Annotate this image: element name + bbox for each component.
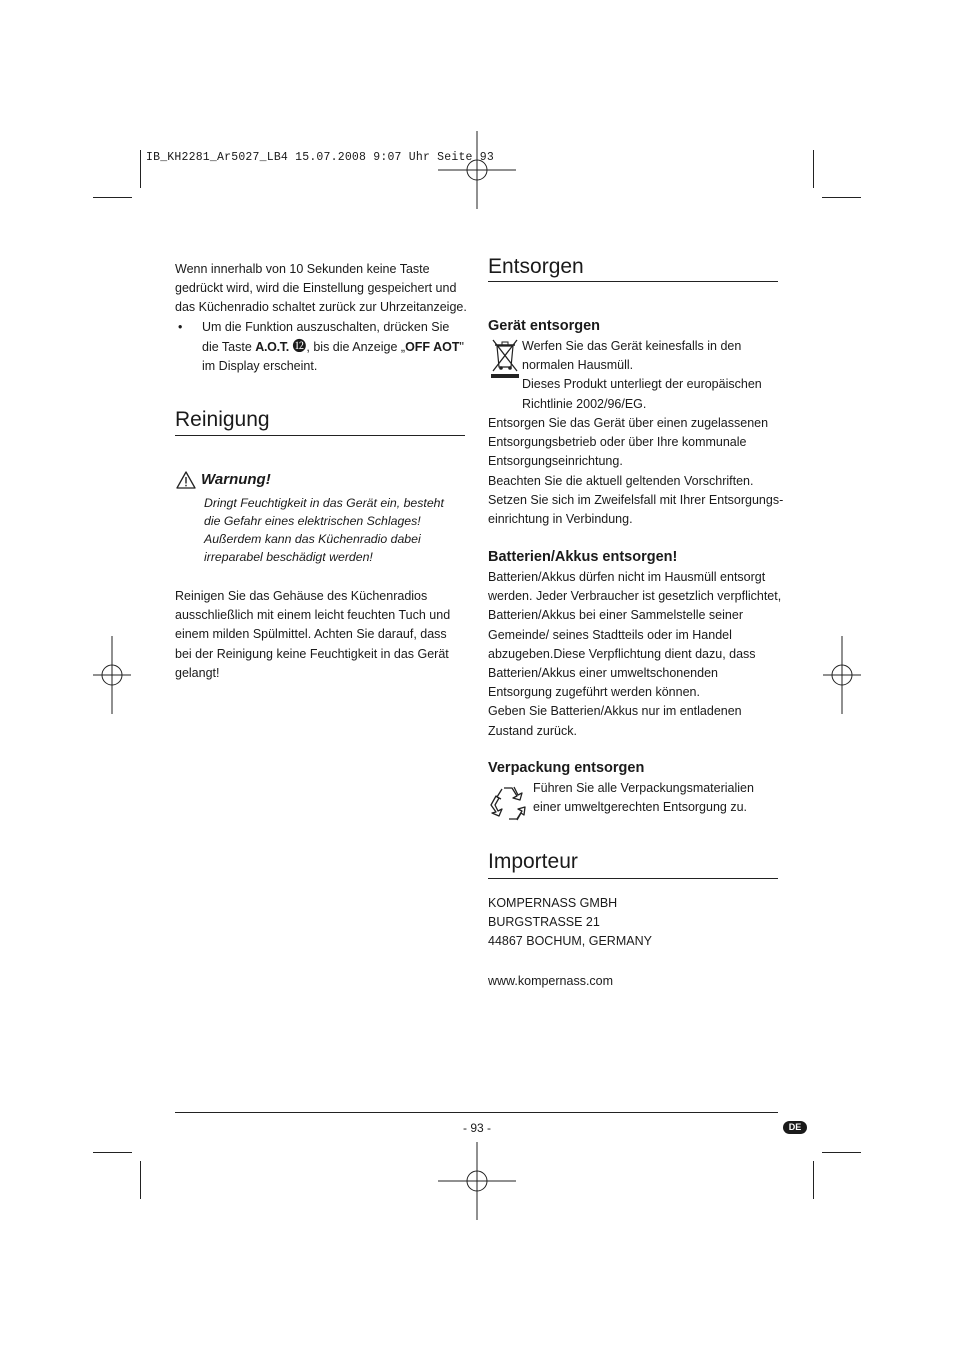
text-line: einrichtung in Verbindung. bbox=[488, 512, 633, 527]
importer-address bbox=[488, 894, 783, 952]
crop-mark bbox=[813, 1161, 814, 1199]
section-title-entsorgen: Entsorgen bbox=[488, 255, 584, 278]
text-line: einem milden Spülmittel. Achten Sie darauf, dass bbox=[175, 627, 447, 642]
text-line: Batterien/Akkus einer umweltschonenden bbox=[488, 666, 718, 681]
text-line: normalen Hausmüll. bbox=[522, 358, 634, 373]
section-rule bbox=[175, 435, 465, 436]
registration-mark-icon bbox=[93, 636, 131, 714]
text-line: Wenn innerhalb von 10 Sekunden keine Taste bbox=[175, 262, 430, 276]
text-line: Reinigen Sie das Gehäuse des Küchenradios bbox=[175, 589, 428, 603]
address-line: BURGSTRASSE 21 bbox=[488, 915, 600, 930]
crop-mark bbox=[813, 150, 814, 188]
text-line: gedrückt wird, wird die Einstellung gespeichert und bbox=[175, 281, 457, 296]
text-line: abzugeben.Diese Verpflichtung dient dazu, dass bbox=[488, 646, 756, 661]
text-line: Dringt Feuchtigkeit in das Gerät ein, besteht bbox=[204, 496, 444, 510]
display-text: OFF AOT bbox=[405, 340, 460, 355]
address-line: KOMPERNASS GMBH bbox=[488, 896, 618, 910]
page-number: - 93 - bbox=[462, 1121, 491, 1135]
text-line: Batterien/Akkus bei einer Sammelstelle seiner bbox=[488, 608, 743, 623]
batterien-paragraph bbox=[488, 568, 783, 741]
text-line: Zustand zurück. bbox=[488, 723, 577, 738]
text-line: Werfen Sie das Gerät keinesfalls in den bbox=[522, 339, 742, 353]
address-line: 44867 BOCHUM, GERMANY bbox=[488, 934, 652, 949]
text-line bbox=[202, 337, 470, 357]
subheading-geraet-entsorgen: Gerät entsorgen bbox=[488, 318, 600, 334]
section-title-importeur: Importeur bbox=[488, 850, 578, 873]
warning-triangle-icon bbox=[176, 471, 196, 494]
crop-mark bbox=[822, 1152, 861, 1153]
section-rule bbox=[488, 281, 778, 282]
text-line: Entsorgungsbetrieb oder über Ihre kommunale bbox=[488, 435, 747, 450]
text-line: gelangt! bbox=[175, 665, 220, 680]
text-line: werden. Jeder Verbraucher ist gesetzlich verpflichtet, bbox=[488, 589, 782, 604]
verpackung-text bbox=[533, 779, 783, 817]
text-line: Dieses Produkt unterliegt der europäischen bbox=[522, 377, 762, 392]
section-title-reinigung: Reinigung bbox=[175, 408, 270, 431]
text-fragment: " bbox=[459, 340, 464, 355]
text-line: Entsorgen Sie das Gerät über einen zugelassenen bbox=[488, 416, 769, 430]
registration-mark-icon bbox=[438, 131, 516, 209]
registration-mark-icon bbox=[438, 1142, 516, 1220]
subheading-batterien: Batterien/Akkus entsorgen! bbox=[488, 549, 678, 565]
text-fragment: die Taste bbox=[202, 340, 256, 355]
intro-paragraph bbox=[175, 260, 470, 318]
warning-title: Warnung! bbox=[201, 471, 271, 488]
text-line: im Display erscheint. bbox=[202, 359, 318, 374]
text-line: Beachten Sie die aktuell geltenden Vorschriften. bbox=[488, 473, 754, 488]
text-line: Entsorgung zugeführt werden können. bbox=[488, 685, 700, 700]
text-line: Gemeinde/ seines Stadtteils oder im Handel bbox=[488, 627, 732, 642]
crop-mark bbox=[140, 1161, 141, 1199]
text-line: Außerdem kann das Küchenradio dabei bbox=[204, 532, 421, 546]
text-line: die Gefahr eines elektrischen Schlages! bbox=[204, 514, 421, 528]
text-line: Führen Sie alle Verpackungsmaterialien bbox=[533, 781, 754, 795]
cleaning-paragraph bbox=[175, 587, 470, 683]
weee-text bbox=[522, 337, 782, 414]
footer-rule bbox=[175, 1112, 778, 1113]
geraet-paragraph bbox=[488, 414, 783, 529]
text-line: Entsorgungseinrichtung. bbox=[488, 454, 623, 469]
text-line: Um die Funktion auszuschalten, drücken Sie bbox=[202, 320, 450, 334]
text-fragment: , bis die Anzeige „ bbox=[306, 340, 406, 355]
text-line: Batterien/Akkus dürfen nicht im Hausmüll entsorgt bbox=[488, 570, 766, 584]
text-line: Setzen Sie sich im Zweifelsfall mit Ihrer Entsorgungs- bbox=[488, 492, 784, 507]
text-line: irreparabel beschädigt werden! bbox=[204, 550, 373, 564]
bullet-item bbox=[175, 318, 470, 377]
print-slug: IB_KH2281_Ar5027_LB4 15.07.2008 9:07 Uhr Seite 93 bbox=[146, 151, 494, 164]
importer-website: www.kompernass.com bbox=[488, 974, 614, 988]
bullet-mark: • bbox=[178, 320, 183, 334]
text-line: Richtlinie 2002/96/EG. bbox=[522, 396, 647, 411]
recycling-icon bbox=[489, 784, 527, 827]
warning-text bbox=[204, 494, 474, 566]
section-rule bbox=[488, 878, 778, 879]
crossed-out-bin-icon bbox=[490, 337, 520, 384]
language-badge: DE bbox=[783, 1121, 807, 1134]
registration-mark-icon bbox=[823, 636, 861, 714]
subheading-verpackung: Verpackung entsorgen bbox=[488, 760, 645, 776]
text-line: das Küchenradio schaltet zurück zur Uhrzeitanzeige. bbox=[175, 300, 467, 315]
text-line: Geben Sie Batterien/Akkus nur im entladenen bbox=[488, 704, 742, 719]
text-line: ausschließlich mit einem leicht feuchten Tuch und bbox=[175, 608, 451, 623]
key-label: A.O.T. bbox=[255, 340, 289, 355]
crop-mark bbox=[822, 197, 861, 198]
crop-mark bbox=[140, 150, 141, 188]
text-line: einer umweltgerechten Entsorgung zu. bbox=[533, 800, 748, 815]
crop-mark bbox=[93, 1152, 132, 1153]
circled-number: ⓬ bbox=[292, 338, 307, 355]
text-line: bei der Reinigung keine Feuchtigkeit in das Gerät bbox=[175, 646, 449, 661]
crop-mark bbox=[93, 197, 132, 198]
